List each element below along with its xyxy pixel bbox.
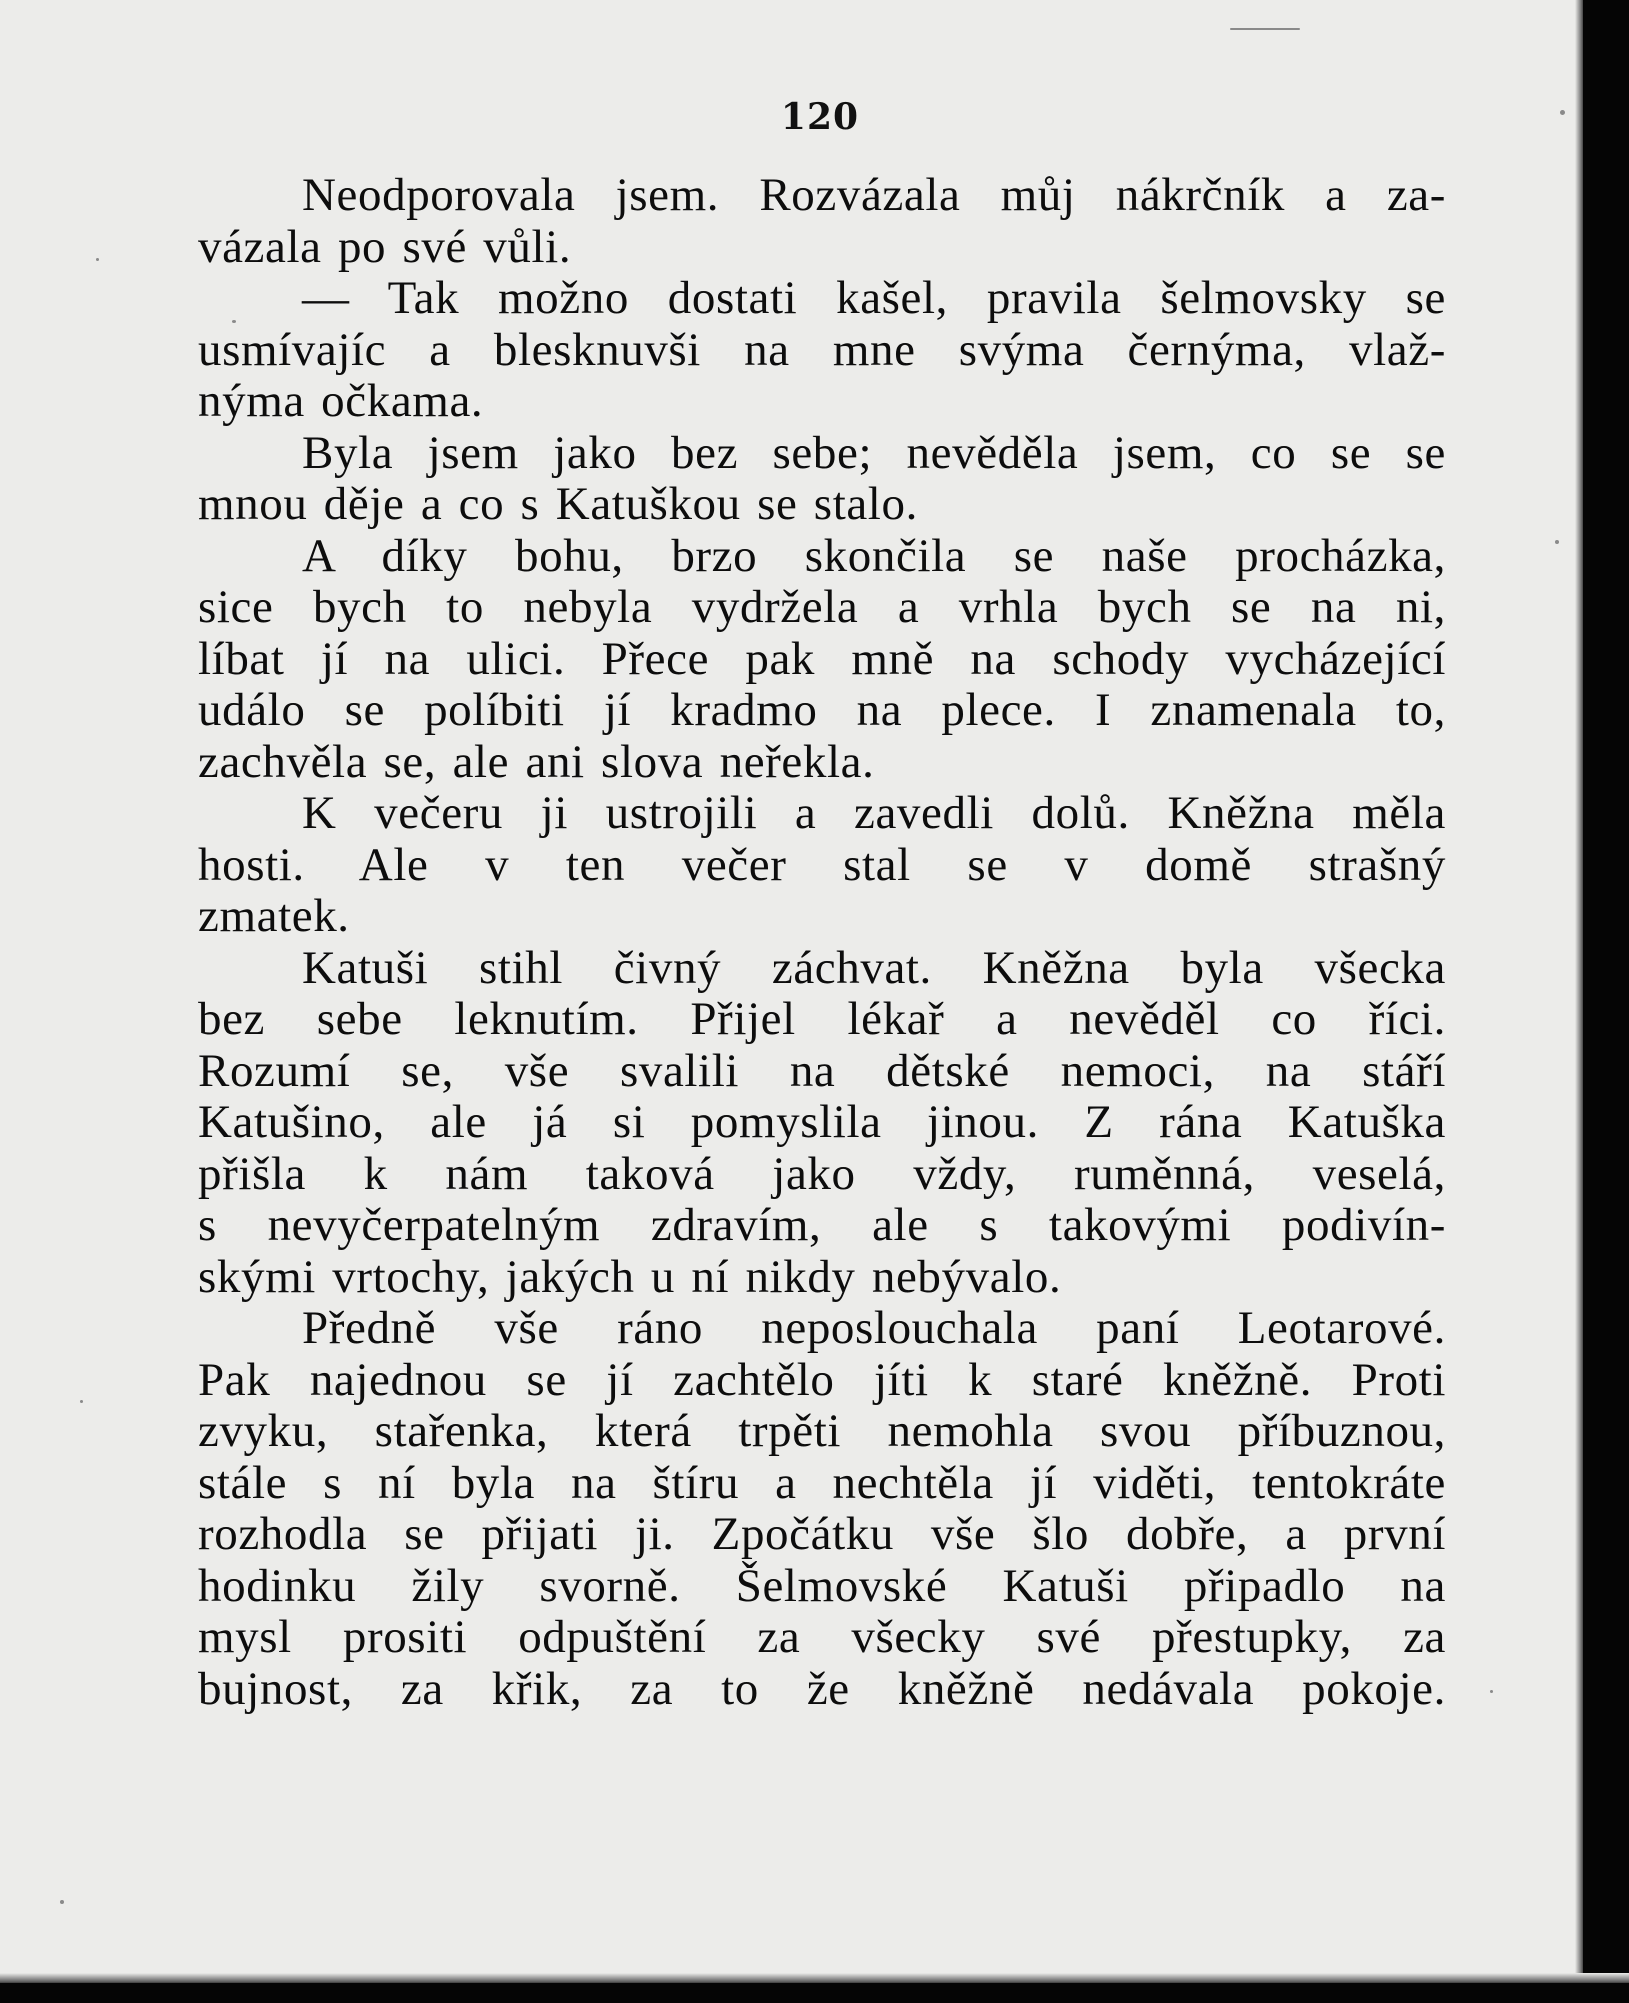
paper-speck (1490, 1690, 1493, 1693)
text-line: sice bych to nebyla vydržela a vrhla bych se na ni, (198, 581, 1446, 633)
text-line: událo se políbiti jí kradmo na plece. I znamenala to, (198, 684, 1446, 736)
text-line: — Tak možno dostati kašel, pravila šelmovsky se (302, 272, 1446, 324)
text-line: usmívajíc a blesknuvši na mne svýma černýma, vlaž- (198, 323, 1446, 376)
text-line: rozhodla se přijati ji. Zpočátku vše šlo dobře, a první (198, 1508, 1446, 1560)
text-line: líbat jí na ulici. Přece pak mně na schody vycházející (198, 632, 1446, 685)
text-line: Pak najednou se jí zachtělo jíti k staré kněžně. Proti (198, 1353, 1446, 1406)
text-line: skými vrtochy, jakých u ní nikdy nebývalo. (198, 1250, 1062, 1303)
text-line: hosti. Ale v ten večer stal se v domě strašný (198, 838, 1446, 891)
text-line: zmatek. (198, 890, 350, 942)
paragraph (198, 943, 1446, 1304)
text-line: Rozumí se, vše svalili na dětské nemoci, na stáří (198, 1044, 1446, 1097)
paragraph (198, 788, 1446, 943)
text-line: vázala po své vůli. (198, 220, 572, 273)
text-line: zachvěla se, ale ani slova neřekla. (198, 735, 875, 788)
text-line: Katuši stihl čivný záchvat. Kněžna byla všecka (302, 941, 1446, 994)
text-line: Katušino, ale já si pomyslila jinou. Z rána Katuška (198, 1096, 1446, 1148)
text-line: zvyku, stařenka, která trpěti nemohla svou příbuznou, (198, 1405, 1446, 1457)
scan-border-bottom (0, 1983, 1629, 2003)
text-line: K večeru ji ustrojili a zavedli dolů. Kněžna měla (302, 787, 1446, 839)
text-line: A díky bohu, brzo skončila se naše procházka, (302, 529, 1446, 582)
text-line: Byla jsem jako bez sebe; nevěděla jsem, co se se (302, 426, 1446, 479)
paragraph (198, 531, 1446, 789)
text-line: s nevyčerpatelným zdravím, ale s takovými podivín- (198, 1199, 1446, 1251)
paragraph (198, 170, 1446, 273)
scan-border-right (1583, 0, 1629, 2003)
text-line: nýma očkama. (198, 375, 484, 427)
paragraph (198, 273, 1446, 428)
paper-speck (60, 1900, 64, 1904)
paper-speck (80, 1400, 83, 1403)
paper-speck (1560, 110, 1565, 115)
paragraph (198, 428, 1446, 531)
paper-speck (96, 258, 99, 261)
text-line: mysl prositi odpuštění za všecky své přestupky, za (198, 1611, 1446, 1663)
text-line: stále s ní byla na štíru a nechtěla jí viděti, tentokráte (198, 1456, 1446, 1509)
text-line: přišla k nám taková jako vždy, ruměnná, veselá, (198, 1147, 1446, 1200)
paper-speck (1555, 540, 1559, 544)
paragraph (198, 1303, 1446, 1715)
text-line: hodinku žily svorně. Šelmovské Katuši připadlo na (198, 1559, 1446, 1612)
text-line: bujnost, za křik, za to že kněžně nedávala pokoje. (198, 1662, 1446, 1715)
page-number: 120 (780, 96, 860, 138)
text-line: mnou děje a co s Katuškou se stalo. (198, 478, 918, 530)
text-line: Předně vše ráno neposlouchala paní Leotarové. (302, 1302, 1446, 1354)
paper-speck (1230, 28, 1300, 30)
page-body (198, 170, 1446, 1715)
text-line: bez sebe leknutím. Přijel lékař a nevěděl co říci. (198, 993, 1446, 1045)
text-line: Neodporovala jsem. Rozvázala můj nákrčník a za- (302, 169, 1446, 221)
